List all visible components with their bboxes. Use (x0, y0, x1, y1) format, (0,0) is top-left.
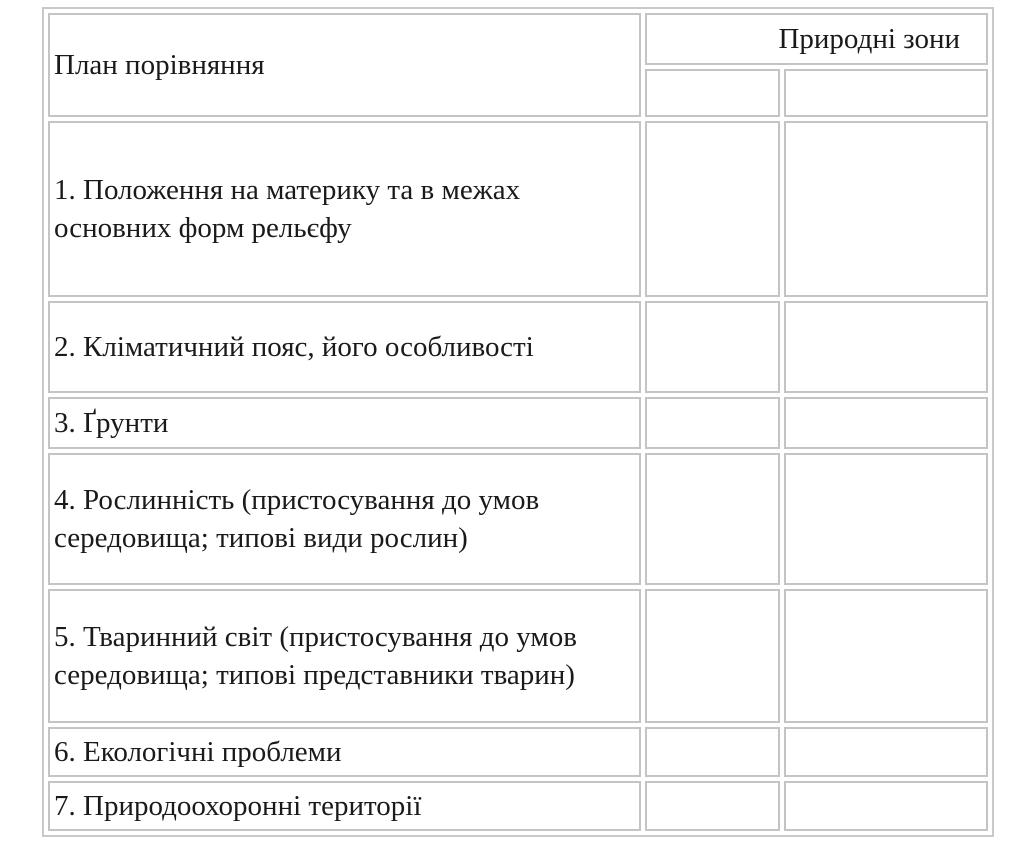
zone-cell (784, 453, 988, 585)
table-row (48, 781, 988, 831)
zone-cell (645, 301, 780, 393)
table-row (48, 301, 988, 393)
comparison-table-frame (42, 7, 994, 837)
zone-cell (645, 397, 780, 449)
row-label: 3. Ґрунти (48, 397, 641, 449)
row-label: 1. Положення на материку та в межах основних форм рельєфу (48, 121, 641, 297)
table-row (48, 453, 988, 585)
zone-cell (784, 301, 988, 393)
row-label: 5. Тваринний світ (пристосування до умов середовища; типові представники тварин) (48, 589, 641, 723)
header-row (48, 13, 988, 65)
row-label: 2. Кліматичний пояс, його особливості (48, 301, 641, 393)
row-label: 6. Екологічні проблеми (48, 727, 641, 777)
table-row (48, 589, 988, 723)
zone-cell (645, 453, 780, 585)
row-label: 4. Рослинність (пристосування до умов середовища; типові види рослин) (48, 453, 641, 585)
table-row (48, 121, 988, 297)
zone-cell (645, 589, 780, 723)
zone-cell (784, 397, 988, 449)
zone-cell (784, 727, 988, 777)
zone-cell (784, 121, 988, 297)
row-label: 7. Природоохоронні території (48, 781, 641, 831)
table-row (48, 397, 988, 449)
comparison-table (44, 9, 992, 835)
zone-cell (784, 781, 988, 831)
zones-header-cell: Природні зони (645, 13, 988, 65)
zone-cell (645, 121, 780, 297)
zone-cell (645, 781, 780, 831)
plan-header-cell: План порівняння (48, 13, 641, 117)
table-row (48, 727, 988, 777)
zone-column-1-header (645, 69, 780, 117)
zone-column-2-header (784, 69, 988, 117)
zone-cell (645, 727, 780, 777)
zone-cell (784, 589, 988, 723)
